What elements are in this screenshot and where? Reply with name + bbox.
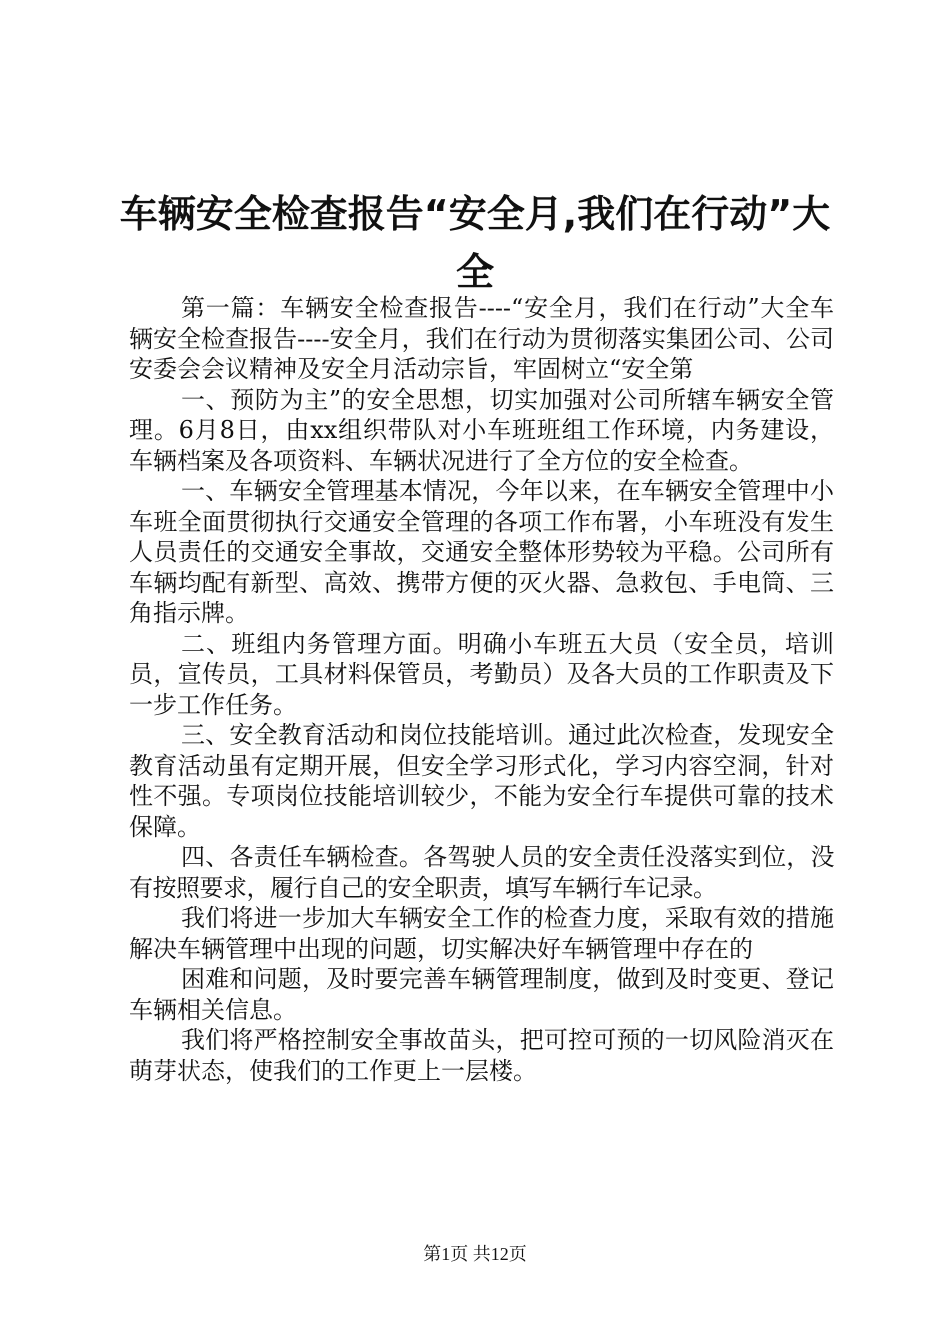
paragraph: 三、安全教育活动和岗位技能培训。通过此次检查，发现安全教育活动虽有定期开展，但安全学习形式化，学习内容空洞，针对性不强。专项岗位技能培训较少，不能为安全行车提供可靠的技术保障。 bbox=[129, 721, 834, 841]
paragraph: 困难和问题，及时要完善车辆管理制度，做到及时变更、登记车辆相关信息。 bbox=[129, 965, 834, 1024]
document-body bbox=[129, 293, 834, 1086]
paragraph: 四、各责任车辆检查。各驾驶人员的安全责任没落实到位，没有按照要求，履行自己的安全职责，填写车辆行车记录。 bbox=[129, 843, 834, 902]
paragraph: 二、班组内务管理方面。明确小车班五大员（安全员，培训员，宣传员，工具材料保管员，考勤员）及各大员的工作职责及下一步工作任务。 bbox=[129, 629, 834, 719]
paragraph: 第一篇：车辆安全检查报告----“安全月，我们在行动”大全车辆安全检查报告----安全月，我们在行动为贯彻落实集团公司、公司安委会会议精神及安全月活动宗旨，牢固树立“安全第 bbox=[129, 294, 834, 383]
paragraph: 一、预防为主”的安全思想，切实加强对公司所辖车辆安全管理。6月8日，由xx组织带队对小车班班组工作环境，内务建设，车辆档案及各项资料、车辆状况进行了全方位的安全检查。 bbox=[129, 385, 834, 475]
page-footer: 第1页 共12页 bbox=[423, 1244, 527, 1264]
paragraph: 我们将进一步加大车辆安全工作的检查力度，采取有效的措施解决车辆管理中出现的问题，切实解决好车辆管理中存在的 bbox=[129, 904, 834, 963]
paragraph: 我们将严格控制安全事故苗头，把可控可预的一切风险消灭在萌芽状态，使我们的工作更上一层楼。 bbox=[129, 1026, 834, 1085]
paragraph: 一、车辆安全管理基本情况，今年以来，在车辆安全管理中小车班全面贯彻执行交通安全管理的各项工作布署，小车班没有发生人员责任的交通安全事故，交通安全整体形势较为平稳。公司所有车辆均配有新型、高效、携带方便的灭火器、急救包、手电筒、三角指示牌。 bbox=[129, 477, 834, 627]
document-title: 车辆安全检查报告“安全月,我们在行动”大全 bbox=[119, 192, 831, 295]
